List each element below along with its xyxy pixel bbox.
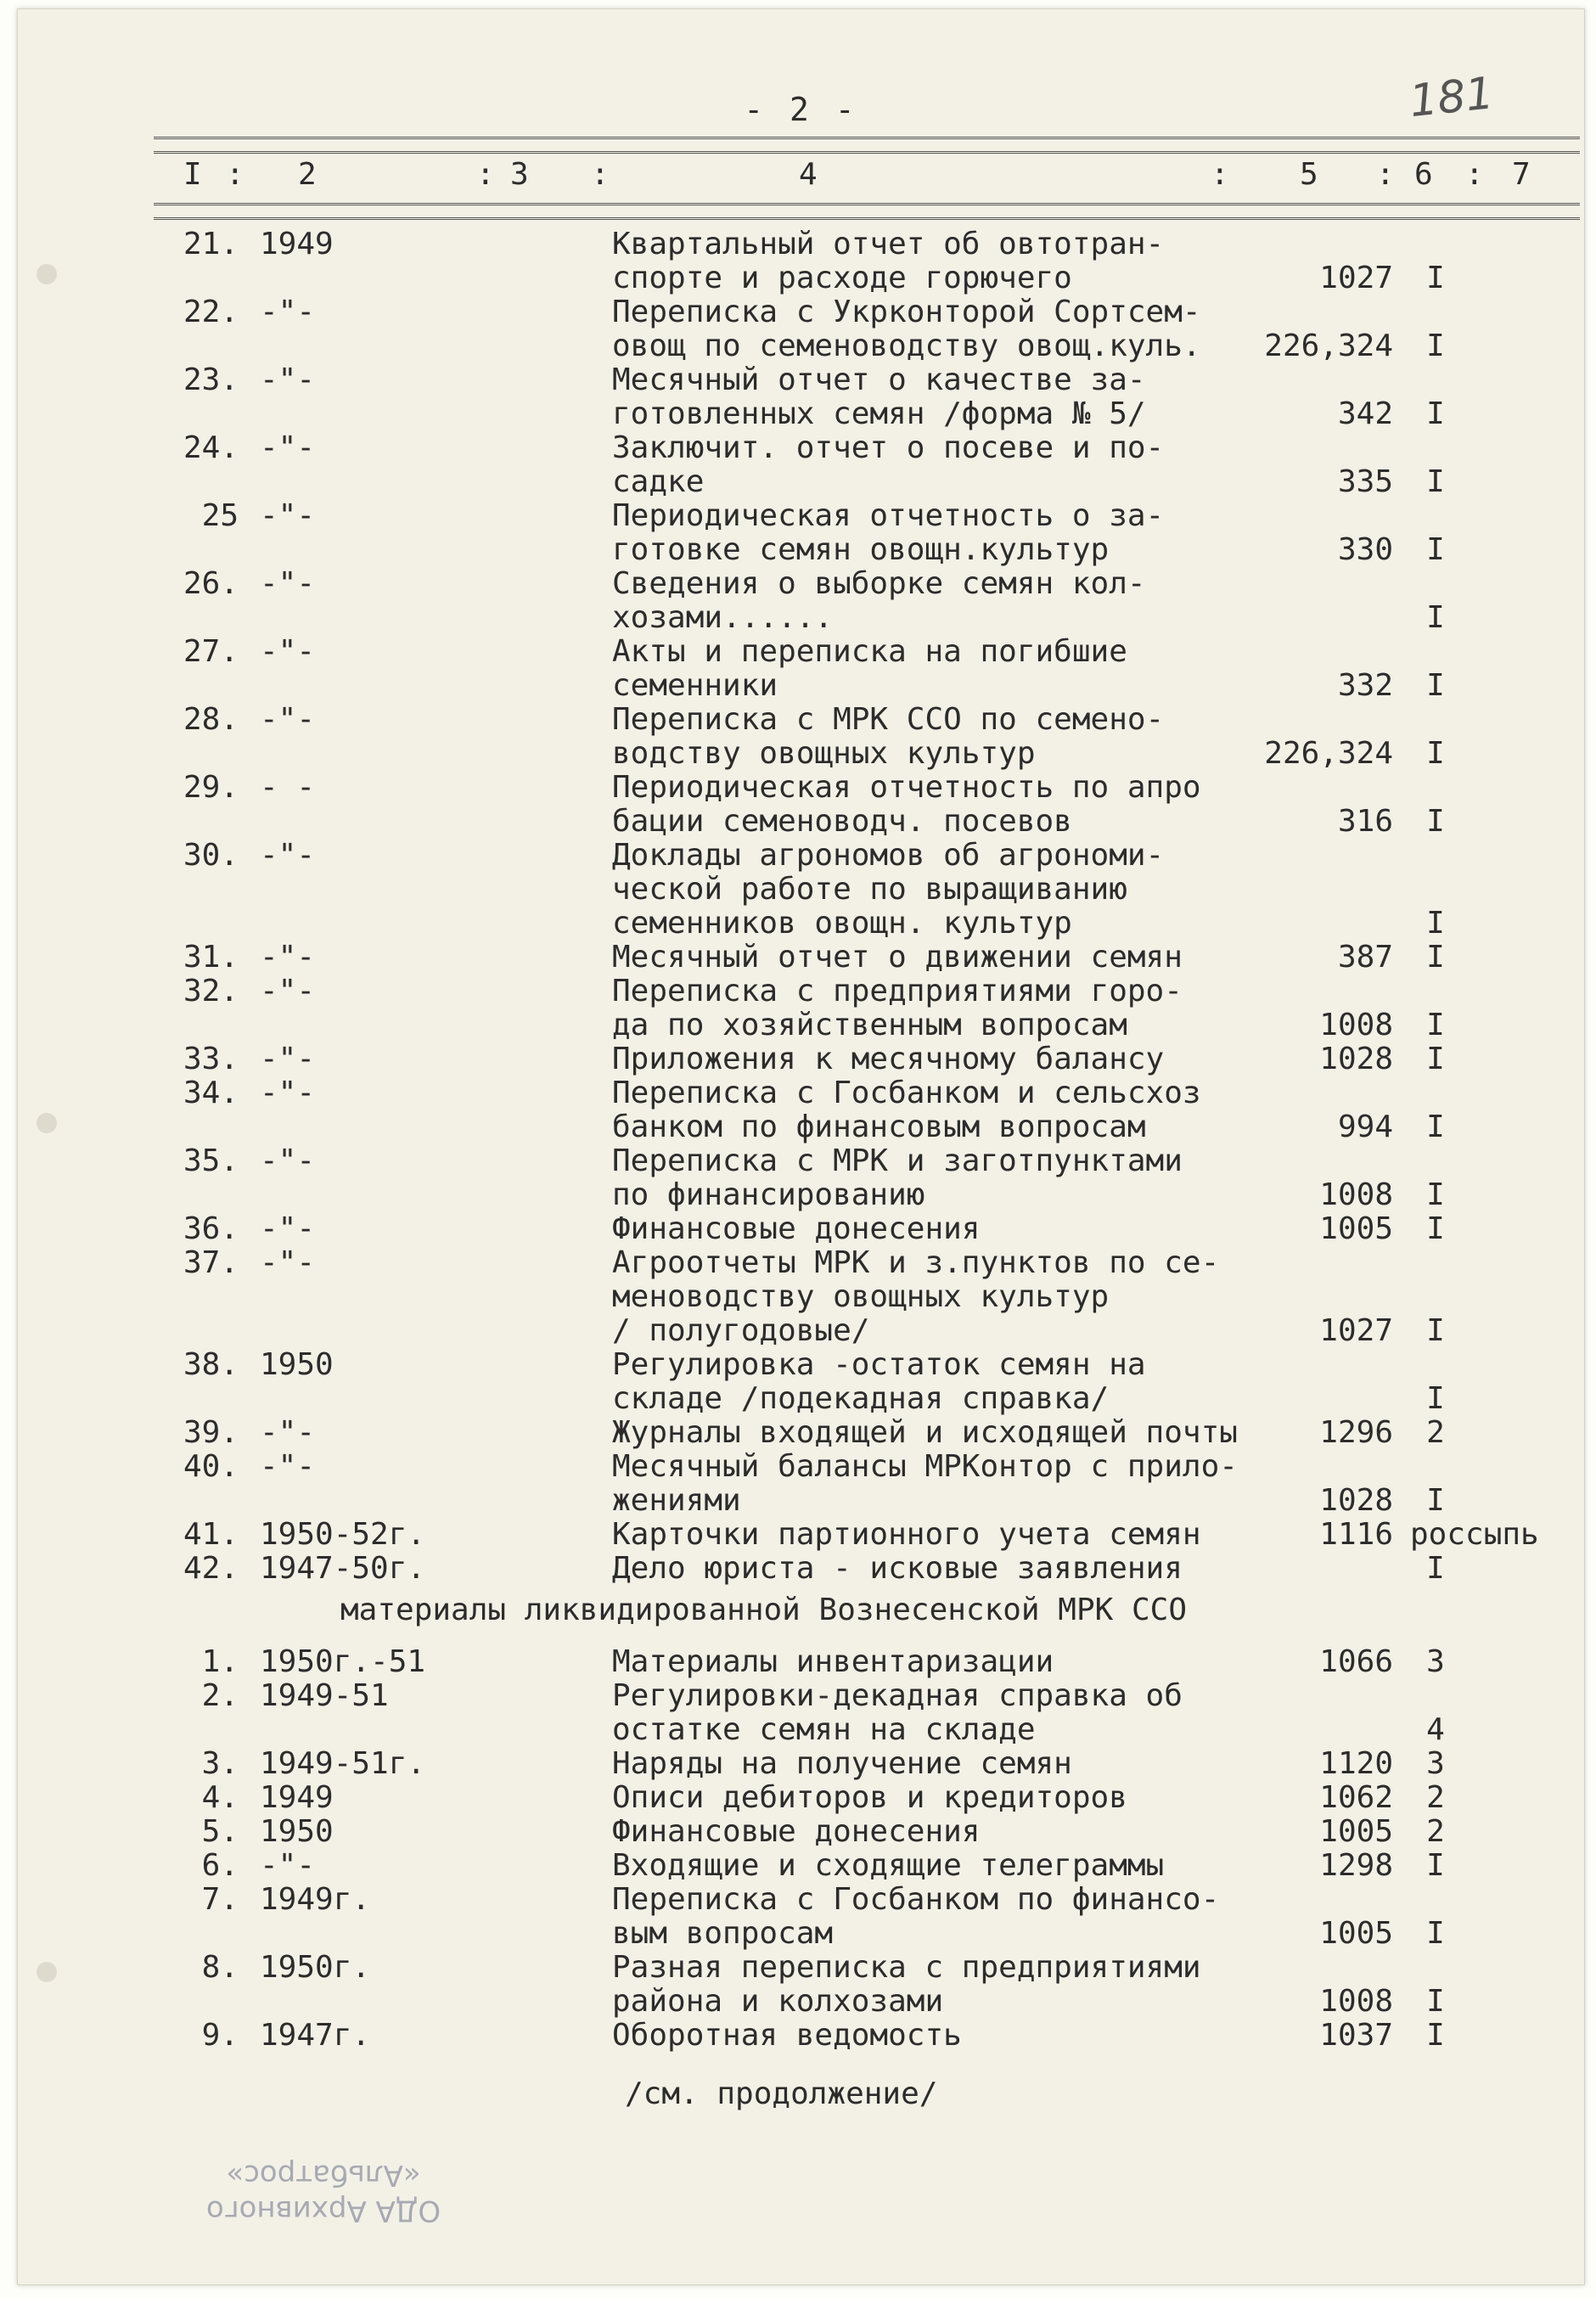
row-number: 9. <box>201 2018 239 2053</box>
row-date: 1950 <box>260 1814 334 1849</box>
row-fund: 1008 <box>1319 1177 1393 1212</box>
row-fund: 330 <box>1337 532 1393 567</box>
row-number: 37. <box>183 1245 239 1280</box>
row-count: I <box>1426 1042 1445 1076</box>
row-count: I <box>1426 1177 1445 1212</box>
header-col3: 3 <box>510 157 529 192</box>
row-fund: 332 <box>1337 668 1393 703</box>
row-title-line: Переписка с МРК ССО по семено- <box>612 702 1165 737</box>
row-number: 5. <box>201 1814 239 1849</box>
row-date: -"- <box>260 1245 316 1280</box>
row-number: 22. <box>183 295 239 329</box>
row-title-line: спорте и расходе горючего <box>612 261 1072 295</box>
row-title-line: водству овощных культур <box>612 736 1036 771</box>
row-title-line: Переписка с предприятиями горо- <box>612 974 1183 1009</box>
row-fund: 1005 <box>1319 1916 1393 1951</box>
row-title-line: Оборотная ведомость <box>612 2018 962 2053</box>
row-date: -"- <box>260 1415 316 1450</box>
row-fund: 316 <box>1337 804 1393 839</box>
row-date: -"- <box>260 1042 316 1076</box>
stamp-line-1: ОДА Архивного <box>205 2194 441 2228</box>
row-title-line: банком по финансовым вопросам <box>612 1110 1146 1144</box>
row-title-line: Переписка с Госбанком и сельсхоз <box>612 1076 1201 1110</box>
row-title-line: Регулировка -остаток семян на <box>612 1347 1146 1382</box>
row-fund: 1037 <box>1319 2018 1393 2053</box>
row-count: I <box>1426 1313 1445 1348</box>
row-count: I <box>1426 906 1445 941</box>
row-fund: 226,324 <box>1264 736 1393 771</box>
row-number: 29. <box>183 770 239 805</box>
row-title-line: семенников овощн. культур <box>612 906 1072 941</box>
row-number: 33. <box>183 1042 239 1076</box>
row-title-line: Заключит. отчет о посеве и по- <box>612 430 1165 465</box>
row-title-line: готовке семян овощн.культур <box>612 532 1110 567</box>
row-title-line: Описи дебиторов и кредиторов <box>612 1780 1127 1815</box>
continuation-note: /см. продолжение/ <box>625 2076 938 2111</box>
row-title-line: ческой работе по выращиванию <box>612 872 1127 907</box>
row-number: 41. <box>183 1517 239 1552</box>
row-fund: 1116 <box>1319 1517 1393 1552</box>
row-count: I <box>1426 532 1445 567</box>
row-date: -"- <box>260 1848 316 1883</box>
row-number: 25 <box>201 498 239 533</box>
header-col4: 4 <box>799 157 818 192</box>
row-count: I <box>1426 1916 1445 1951</box>
row-fund: 1027 <box>1319 1313 1393 1348</box>
archive-stamp <box>128 2157 519 2228</box>
header-rule-bottom <box>154 203 1580 220</box>
row-count: 3 <box>1426 1746 1445 1781</box>
row-date: -"- <box>260 295 316 329</box>
row-fund: 335 <box>1337 464 1393 499</box>
row-count: 3 <box>1426 1644 1445 1679</box>
row-title-line: хозами...... <box>612 600 834 635</box>
header-col2: 2 <box>298 157 317 192</box>
row-date: 1949-51г. <box>260 1746 426 1781</box>
row-number: 24. <box>183 430 239 465</box>
row-number: 23. <box>183 362 239 397</box>
row-date: -"- <box>260 498 316 533</box>
row-title-line: Переписка с Госбанком по финансо- <box>612 1882 1220 1917</box>
row-number: 2. <box>201 1678 239 1713</box>
row-count: I <box>1426 1381 1445 1416</box>
row-number: 3. <box>201 1746 239 1781</box>
row-title-line: семенники <box>612 668 778 703</box>
row-fund: 1028 <box>1319 1483 1393 1518</box>
row-fund: 1298 <box>1319 1848 1393 1883</box>
row-title-line: Доклады агрономов об агрономи- <box>612 838 1165 873</box>
row-date: 1949 <box>260 227 334 261</box>
row-fund: 1296 <box>1319 1415 1393 1450</box>
row-title-line: Периодическая отчетность о за- <box>612 498 1165 533</box>
row-count: I <box>1426 396 1445 431</box>
header-col5: 5 <box>1300 157 1318 192</box>
punch-hole <box>37 1962 57 1982</box>
row-number: 39. <box>183 1415 239 1450</box>
row-count: I <box>1426 2018 1445 2053</box>
row-fund: 1008 <box>1319 1008 1393 1042</box>
row-title-line: да по хозяйственным вопросам <box>612 1008 1127 1042</box>
row-title-line: Приложения к месячному балансу <box>612 1042 1165 1076</box>
row-date: -"- <box>260 974 316 1009</box>
header-col1: I <box>183 157 202 192</box>
row-number: 32. <box>183 974 239 1009</box>
row-number: 36. <box>183 1211 239 1246</box>
row-title-line: бации семеноводч. посевов <box>612 804 1072 839</box>
row-title-line: Журналы входящей и исходящей почты <box>612 1415 1238 1450</box>
row-count: I <box>1426 736 1445 771</box>
row-title-line: по финансированию <box>612 1177 925 1212</box>
row-number: 6. <box>201 1848 239 1883</box>
row-title-line: складе /подекадная справка/ <box>612 1381 1110 1416</box>
row-title-line: овощ по семеноводству овощ.куль. <box>612 329 1201 363</box>
row-title-line: Агроотчеты МРК и з.пунктов по се- <box>612 1245 1220 1280</box>
row-count: I <box>1426 1483 1445 1518</box>
row-title-line: садке <box>612 464 705 499</box>
row-count: I <box>1426 1211 1445 1246</box>
row-date: 1949-51 <box>260 1678 389 1713</box>
row-date: 1950-52г. <box>260 1517 426 1552</box>
row-number: 4. <box>201 1780 239 1815</box>
row-title-line: Дело юриста - исковые заявления <box>612 1551 1183 1586</box>
row-title-line: Месячный отчет о качестве за- <box>612 362 1146 397</box>
row-count: I <box>1426 1984 1445 2019</box>
row-date: 1950 <box>260 1347 334 1382</box>
row-count: I <box>1426 1110 1445 1144</box>
row-date: -"- <box>260 838 316 873</box>
row-count: 2 <box>1426 1780 1445 1815</box>
row-date: -"- <box>260 702 316 737</box>
row-count: I <box>1426 1848 1445 1883</box>
row-title-line: Финансовые донесения <box>612 1814 981 1849</box>
row-number: 1. <box>201 1644 239 1679</box>
row-date: -"- <box>260 940 316 975</box>
row-title-line: Переписка с Укрконторой Сортсем- <box>612 295 1201 329</box>
row-title-line: района и колхозами <box>612 1984 944 2019</box>
row-number: 27. <box>183 634 239 669</box>
row-fund: 1005 <box>1319 1211 1393 1246</box>
row-title-line: Месячный отчет о движении семян <box>612 940 1183 975</box>
row-fund: 994 <box>1337 1110 1393 1144</box>
row-count: I <box>1426 1008 1445 1042</box>
row-fund: 1008 <box>1319 1984 1393 2019</box>
row-title-line: Наряды на получение семян <box>612 1746 1072 1781</box>
row-date: 1950г. <box>260 1950 371 1985</box>
row-title-line: Карточки партионного учета семян <box>612 1517 1201 1552</box>
row-title-line: готовленных семян /форма № 5/ <box>612 396 1146 431</box>
row-number: 42. <box>183 1551 239 1586</box>
row-date: -"- <box>260 1449 316 1484</box>
row-number: 40. <box>183 1449 239 1484</box>
row-count: I <box>1426 1551 1445 1586</box>
row-date: -"- <box>260 430 316 465</box>
row-number: 30. <box>183 838 239 873</box>
row-count: I <box>1426 464 1445 499</box>
archive-number-mark: 181 <box>1407 68 1497 128</box>
row-date: -"- <box>260 1211 316 1246</box>
row-number: 34. <box>183 1076 239 1110</box>
punch-hole <box>37 1113 57 1133</box>
section-title: материалы ликвидированной Вознесенской МРК ССО <box>340 1593 1187 1627</box>
row-count: I <box>1426 940 1445 975</box>
row-fund: 1005 <box>1319 1814 1393 1849</box>
row-date: 1949г. <box>260 1882 371 1917</box>
row-number: 8. <box>201 1950 239 1985</box>
row-title-line: Финансовые донесения <box>612 1211 981 1246</box>
row-number: 26. <box>183 566 239 601</box>
row-number: 21. <box>183 227 239 261</box>
row-title-line: Квартальный отчет об овтотран- <box>612 227 1165 261</box>
row-title-line: Периодическая отчетность по апро <box>612 770 1201 805</box>
row-title-line: вым вопросам <box>612 1916 834 1951</box>
document-page: - 2 - 181 I : 2 : 3 : 4 : 5 : 6 : 7 21. 1949 Квартальный отчет об овтотран- спорте и расходе горючего 1027 I 22. -"- Переписка с Укрконторой Сортсем- овощ по семеноводству овощ.куль. 226,324 I 23. -"- Месячный отчет о качестве за- готовленных семян /форма № 5/ 342 I 24. -"- Заключит. отчет о посеве и по- садке 335 I 25 -"- Периодическая отчетность о за- готовке семян овощн.культур 330 I 26. -"- Сведения о выборке семян кол- хозами...... I 27. -"- Акты и переписка на погибшие семенники 332 I 28. -"- Переписка с МРК ССО по семено- водству овощных культур 226,324 I 29. - - Периодическая отчетность по апро бации семеноводч. посевов 316 I 30. -"- Доклады агрономов об агрономи- ческой работе по выращиванию семенников овощн. культур I 31. -"- Месячный отчет о движении семян 387 I 32. -"- Переписка с предприятиями горо- да по хозяйственным вопросам 1008 I 33. -"- Приложения к месячному балансу 1028 I 34. -"- Переписка с Госбанком и сельсхоз банком по финансовым вопросам 994 I 35. -"- Переписка с МРК и заготпунктами по финансированию 1008 I 36. -"- Финансовые донесения 1005 I 37. -"- Агроотчеты МРК и з.пунктов по се- меноводству овощных культур / полугодовые/ 1027 I 38. 1950 Регулировка -остаток семян на складе /подекадная справка/ I 39. -"- Журналы входящей и исходящей почты 1296 2 40. -"- Месячный балансы МРКонтор с прило- жениями 1028 I 41. 1950-52г. Карточки партионного учета семян 1116 россыпь 42. 1947-50г. Дело юриста - исковые заявления I материалы ликвидированной Вознесенской МРК ССО 1. 1950г.-51 Материалы инвентаризации 1066 3 2. 1949-51 Регулировки-декадная справка об остатке семян на складе 4 3. 1949-51г. Наряды на получение семян 1120 3 4. 1949 Описи дебиторов и кредиторов 1062 2 5. 1950 Финансовые донесения 1005 2 6. -"- Входящие и сходящие телеграммы 1298 I 7. 1949г. Переписка с Госбанком по финансо- вым вопросам 1005 I 8. 1950г. Разная переписка с предприятиями района и колхозами 1008 I 9. 1947г. Оборотная ведомость 1037 I /см. продолжение/ ОДА Архивного «Альбатрос» <box>17 8 1585 2285</box>
row-count: I <box>1426 261 1445 295</box>
stamp-line-2: «Альбатрос» <box>226 2158 421 2192</box>
row-date: - - <box>260 770 316 805</box>
row-title-line: жениями <box>612 1483 741 1518</box>
row-fund: 387 <box>1337 940 1393 975</box>
row-title-line: Переписка с МРК и заготпунктами <box>612 1143 1183 1178</box>
header-rule-top <box>154 137 1580 154</box>
row-count: I <box>1426 329 1445 363</box>
row-count: 4 <box>1426 1712 1445 1747</box>
row-title-line: Разная переписка с предприятиями <box>612 1950 1201 1985</box>
row-title-line: Акты и переписка на погибшие <box>612 634 1127 669</box>
row-number: 31. <box>183 940 239 975</box>
row-number: 28. <box>183 702 239 737</box>
row-title-line: / полугодовые/ <box>612 1313 870 1348</box>
header-col7: 7 <box>1512 157 1531 192</box>
row-date: -"- <box>260 634 316 669</box>
row-date: 1947г. <box>260 2018 371 2053</box>
row-title-line: Месячный балансы МРКонтор с прило- <box>612 1449 1238 1484</box>
row-date: -"- <box>260 1076 316 1110</box>
row-title-line: Входящие и сходящие телеграммы <box>612 1848 1165 1883</box>
row-count: 2 <box>1426 1415 1445 1450</box>
row-count: I <box>1426 804 1445 839</box>
row-title-line: Материалы инвентаризации <box>612 1644 1054 1679</box>
row-fund: 1028 <box>1319 1042 1393 1076</box>
row-number: 38. <box>183 1347 239 1382</box>
row-date: -"- <box>260 566 316 601</box>
row-title-line: меноводству овощных культур <box>612 1279 1110 1314</box>
row-date: -"- <box>260 362 316 397</box>
row-fund: 1120 <box>1319 1746 1393 1781</box>
punch-hole <box>37 264 57 284</box>
row-date: 1950г.-51 <box>260 1644 426 1679</box>
row-number: 35. <box>183 1143 239 1178</box>
row-date: 1949 <box>260 1780 334 1815</box>
row-number: 7. <box>201 1882 239 1917</box>
row-count: I <box>1426 600 1445 635</box>
row-count: 2 <box>1426 1814 1445 1849</box>
row-fund: 1027 <box>1319 261 1393 295</box>
header-col6: 6 <box>1414 157 1433 192</box>
row-count: I <box>1426 668 1445 703</box>
row-title-line: Регулировки-декадная справка об <box>612 1678 1183 1713</box>
row-fund: 1066 <box>1319 1644 1393 1679</box>
page-number: - 2 - <box>744 91 858 128</box>
row-date: -"- <box>260 1143 316 1178</box>
row-count: россыпь <box>1410 1517 1539 1552</box>
row-fund: 1062 <box>1319 1780 1393 1815</box>
row-fund: 226,324 <box>1264 329 1393 363</box>
row-title-line: остатке семян на складе <box>612 1712 1036 1747</box>
row-date: 1947-50г. <box>260 1551 426 1586</box>
row-fund: 342 <box>1337 396 1393 431</box>
row-title-line: Сведения о выборке семян кол- <box>612 566 1146 601</box>
